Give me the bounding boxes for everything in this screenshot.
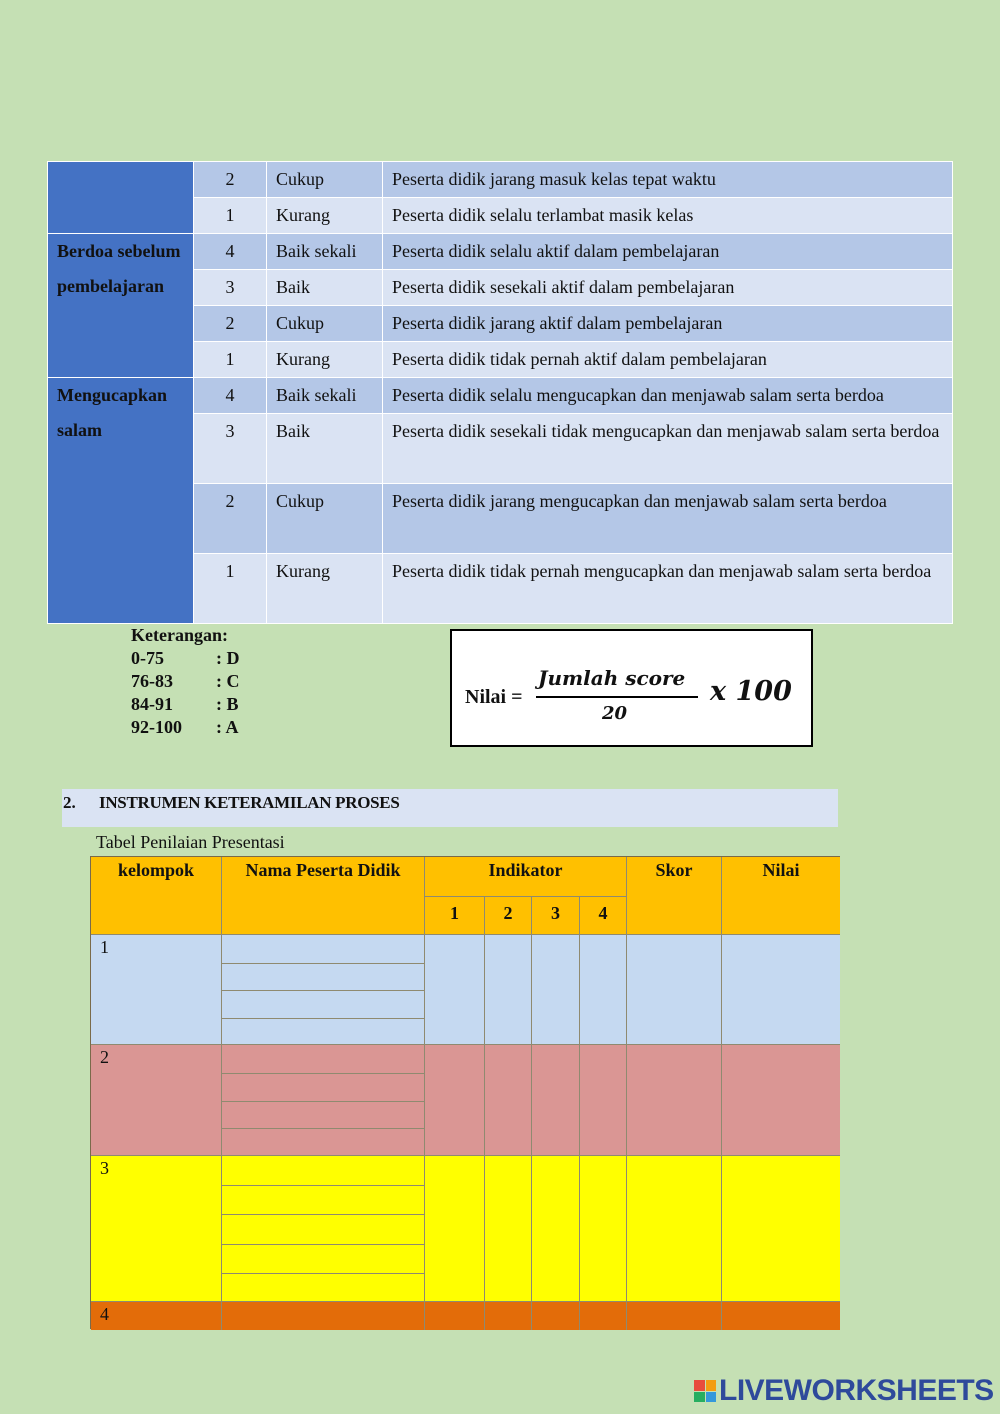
rubric-score: 3 — [194, 414, 267, 484]
rubric-description: Peserta didik selalu mengucapkan dan menjawab salam serta berdoa — [383, 378, 953, 414]
indicator-col-header: 3 — [532, 897, 580, 935]
skor-cell — [627, 1045, 722, 1156]
indicator-score-cell — [485, 935, 532, 1045]
formula-numerator: Jumlah score — [538, 666, 686, 690]
logo-text: LIVEWORKSHEETS — [719, 1374, 994, 1407]
grade-row — [131, 647, 240, 670]
rubric-description: Peserta didik sesekali aktif dalam pembelajaran — [383, 270, 953, 306]
name-line — [222, 1073, 424, 1074]
logo-tile — [706, 1380, 717, 1391]
rubric-description: Peserta didik jarang masuk kelas tepat waktu — [383, 162, 953, 198]
grade-range: 76-83 — [131, 671, 173, 691]
grade-letter: : D — [216, 648, 240, 668]
name-line — [222, 1244, 424, 1245]
skor-cell — [627, 1302, 722, 1330]
indicator-score-cell — [580, 1156, 627, 1302]
rubric-category: Baik sekali — [267, 234, 383, 270]
rubric-score: 4 — [194, 378, 267, 414]
rubric-description: Peserta didik selalu terlambat masik kelas — [383, 198, 953, 234]
nilai-cell — [722, 1045, 840, 1156]
rubric-category: Baik — [267, 414, 383, 484]
liveworksheets-logo — [694, 1374, 994, 1408]
grade-row — [131, 670, 240, 693]
name-line — [222, 1101, 424, 1102]
indicator-col-header: 2 — [485, 897, 532, 935]
section-heading — [62, 789, 838, 827]
nilai-cell — [722, 935, 840, 1045]
rubric-score: 1 — [194, 198, 267, 234]
indicator-score-cell — [425, 1156, 485, 1302]
group-label: 2 — [91, 1045, 222, 1156]
rubric-category: Cukup — [267, 162, 383, 198]
indicator-score-cell — [580, 1302, 627, 1330]
group-names-cell — [222, 1045, 425, 1156]
rubric-table — [47, 161, 953, 624]
grade-range: 92-100 — [131, 717, 182, 737]
header-kelompok-label: kelompok — [117, 860, 195, 880]
header-nilai-label: Nilai — [762, 860, 800, 880]
name-line — [222, 1185, 424, 1186]
indicator-col-header: 4 — [580, 897, 627, 935]
name-line — [222, 1214, 424, 1215]
header-indikator-label: Indikator — [488, 860, 563, 880]
grade-row — [131, 716, 240, 739]
nilai-cell — [722, 1302, 840, 1330]
grade-letter: : C — [216, 671, 240, 691]
skor-cell — [627, 935, 722, 1045]
nilai-cell — [722, 1156, 840, 1302]
group-label: 1 — [91, 935, 222, 1045]
name-line — [222, 1273, 424, 1274]
header-skor-label: Skor — [655, 860, 693, 880]
logo-tile — [694, 1380, 705, 1391]
rubric-row — [48, 234, 953, 270]
formula-label: Nilai = — [465, 686, 523, 708]
liveworksheets-logo-icon — [694, 1380, 716, 1402]
indicator-score-cell — [425, 935, 485, 1045]
rubric-score: 2 — [194, 306, 267, 342]
score-formula-box — [450, 629, 813, 747]
header-kelompok — [91, 857, 222, 935]
rubric-score: 1 — [194, 342, 267, 378]
rubric-category: Kurang — [267, 554, 383, 624]
table-caption: Tabel Penilaian Presentasi — [96, 832, 285, 852]
rubric-score: 1 — [194, 554, 267, 624]
header-nama-label: Nama Peserta Didik — [245, 860, 401, 880]
rubric-score: 2 — [194, 484, 267, 554]
group-label: 4 — [91, 1302, 222, 1330]
group-names-cell — [222, 1156, 425, 1302]
presentation-table — [90, 856, 840, 1329]
logo-tile — [706, 1392, 717, 1403]
grade-row — [131, 693, 240, 716]
rubric-row — [48, 378, 953, 414]
rubric-category: Kurang — [267, 342, 383, 378]
grade-range: 84-91 — [131, 694, 173, 714]
indicator-score-cell — [532, 1156, 580, 1302]
name-line — [222, 990, 424, 991]
header-nama — [222, 857, 425, 935]
fraction-bar — [536, 696, 698, 698]
indicator-score-cell — [532, 1045, 580, 1156]
logo-tile — [694, 1392, 705, 1403]
grade-letter: : B — [216, 694, 239, 714]
indicator-score-cell — [425, 1302, 485, 1330]
rubric-description: Peserta didik sesekali tidak mengucapkan dan menjawab salam serta berdoa — [383, 414, 953, 484]
rubric-category: Cukup — [267, 306, 383, 342]
rubric-description: Peserta didik jarang mengucapkan dan menjawab salam serta berdoa — [383, 484, 953, 554]
rubric-aspect: Berdoa sebelum pembelajaran — [48, 234, 194, 378]
name-line — [222, 1018, 424, 1019]
indicator-score-cell — [532, 935, 580, 1045]
indicator-score-cell — [580, 935, 627, 1045]
rubric-score: 2 — [194, 162, 267, 198]
header-skor — [627, 857, 722, 935]
rubric-score: 3 — [194, 270, 267, 306]
indicator-score-cell — [425, 1045, 485, 1156]
rubric-description: Peserta didik tidak pernah aktif dalam pembelajaran — [383, 342, 953, 378]
indicator-col-header: 1 — [425, 897, 485, 935]
rubric-category: Cukup — [267, 484, 383, 554]
group-names-cell — [222, 935, 425, 1045]
rubric-row — [48, 162, 953, 198]
formula-multiplier: x 100 — [710, 676, 792, 707]
indicator-score-cell — [485, 1156, 532, 1302]
indicator-score-cell — [485, 1045, 532, 1156]
indicator-score-cell — [485, 1302, 532, 1330]
name-line — [222, 963, 424, 964]
rubric-aspect: Mengucapkan salam — [48, 378, 194, 624]
formula-denominator: 20 — [602, 703, 628, 724]
grade-legend — [131, 624, 240, 739]
rubric-score: 4 — [194, 234, 267, 270]
section-title: INSTRUMEN KETERAMILAN PROSES — [99, 793, 400, 812]
rubric-description: Peserta didik jarang aktif dalam pembelajaran — [383, 306, 953, 342]
indicator-score-cell — [580, 1045, 627, 1156]
header-nilai — [722, 857, 840, 935]
rubric-category: Kurang — [267, 198, 383, 234]
group-label: 3 — [91, 1156, 222, 1302]
name-line — [222, 1128, 424, 1129]
indicator-score-cell — [532, 1302, 580, 1330]
skor-cell — [627, 1156, 722, 1302]
rubric-category: Baik sekali — [267, 378, 383, 414]
rubric-category: Baik — [267, 270, 383, 306]
rubric-description: Peserta didik selalu aktif dalam pembelajaran — [383, 234, 953, 270]
grade-range: 0-75 — [131, 648, 164, 668]
rubric-aspect — [48, 162, 194, 234]
grade-legend-title: Keterangan: — [131, 625, 228, 645]
group-names-cell — [222, 1302, 425, 1330]
grade-letter: : A — [216, 717, 239, 737]
header-indikator — [425, 857, 627, 897]
section-number: 2. — [63, 793, 76, 812]
rubric-description: Peserta didik tidak pernah mengucapkan dan menjawab salam serta berdoa — [383, 554, 953, 624]
